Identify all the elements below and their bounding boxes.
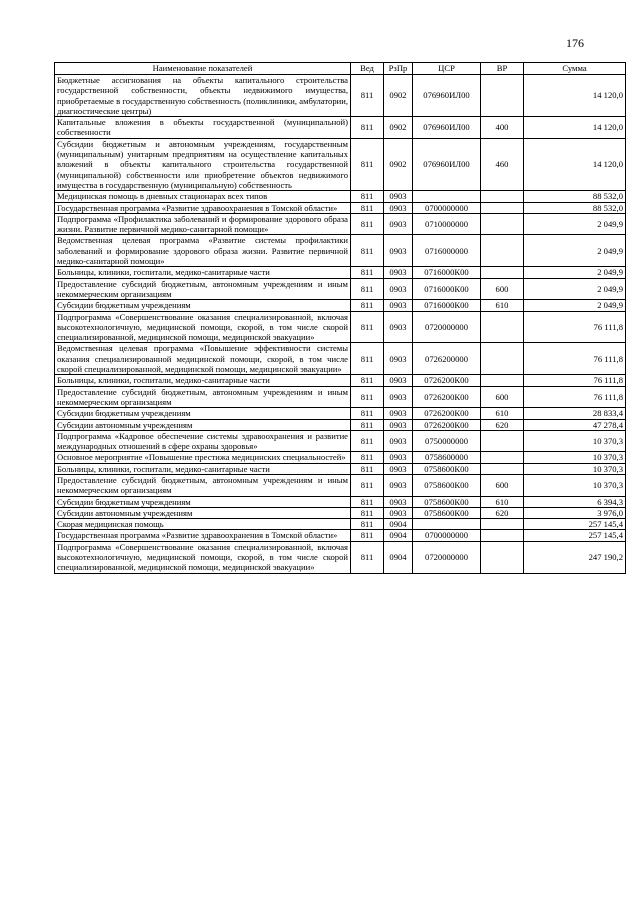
cell-rzpr: 0902 [384,138,413,190]
cell-ved: 811 [351,278,384,300]
header-vr: ВР [481,63,524,75]
cell-vr: 610 [481,408,524,419]
table-row [55,278,626,300]
cell-csr: 0716000К00 [413,278,481,300]
cell-rzpr: 0903 [384,202,413,213]
cell-rzpr: 0903 [384,430,413,452]
table-row [55,463,626,474]
cell-rzpr: 0903 [384,278,413,300]
header-rzpr: РзПр [384,63,413,75]
cell-vr [481,463,524,474]
cell-vr [481,452,524,463]
cell-sum: 28 833,4 [524,408,626,419]
cell-sum: 2 049,9 [524,278,626,300]
cell-ved: 811 [351,474,384,496]
table-row [55,191,626,202]
cell-csr: 0758600К00 [413,474,481,496]
cell-name: Медицинская помощь в дневных стационарах всех типов [55,191,351,202]
cell-sum: 10 370,3 [524,474,626,496]
cell-csr: 0750000000 [413,430,481,452]
cell-csr: 076960ИЛ00 [413,117,481,139]
cell-rzpr: 0903 [384,311,413,343]
cell-name: Субсидии автономным учреждениям [55,507,351,518]
cell-name: Предоставление субсидий бюджетным, автономным учреждениям и иным некоммерческим организациям [55,278,351,300]
cell-name: Субсидии бюджетным учреждениям [55,496,351,507]
table-row [55,430,626,452]
table-row [55,386,626,408]
cell-vr: 460 [481,138,524,190]
cell-ved: 811 [351,541,384,573]
cell-ved: 811 [351,496,384,507]
cell-csr: 076960ИЛ00 [413,75,481,117]
cell-rzpr: 0904 [384,541,413,573]
cell-sum: 76 111,8 [524,386,626,408]
cell-csr: 0726200К00 [413,375,481,386]
cell-name: Субсидии бюджетным и автономным учреждениям, государственным (муниципальным) унитарным предприятиям на осуществление капитальных вложений в объекты капитального строительства государственной (муниципальной) собственности или приобретение объектов недвижимого имущества в государственную (муниципальную) собственность [55,138,351,190]
cell-ved: 811 [351,408,384,419]
cell-ved: 811 [351,530,384,541]
table-row [55,474,626,496]
cell-vr [481,541,524,573]
table-row [55,530,626,541]
table-row [55,375,626,386]
cell-csr: 0700000000 [413,202,481,213]
cell-sum: 10 370,3 [524,463,626,474]
cell-ved: 811 [351,507,384,518]
cell-sum: 2 049,9 [524,235,626,267]
cell-csr: 0726200К00 [413,386,481,408]
cell-rzpr: 0903 [384,408,413,419]
table-row [55,235,626,267]
cell-rzpr: 0904 [384,519,413,530]
cell-csr: 0700000000 [413,530,481,541]
cell-name: Скорая медицинская помощь [55,519,351,530]
cell-name: Государственная программа «Развитие здравоохранения в Томской области» [55,202,351,213]
header-ved: Вед [351,63,384,75]
cell-name: Подпрограмма «Профилактика заболеваний и формирование здорового образа жизни. Развитие первичной медико-санитарной помощи» [55,213,351,235]
cell-name: Подпрограмма «Кадровое обеспечение системы здравоохранения и развитие международных отношений в сфере охраны здоровья» [55,430,351,452]
cell-vr: 610 [481,300,524,311]
cell-name: Государственная программа «Развитие здравоохранения в Томской области» [55,530,351,541]
table-row [55,419,626,430]
cell-rzpr: 0903 [384,507,413,518]
cell-vr [481,375,524,386]
cell-ved: 811 [351,375,384,386]
cell-csr [413,519,481,530]
table-row [55,213,626,235]
cell-sum: 14 120,0 [524,75,626,117]
cell-name: Бюджетные ассигнования на объекты капитального строительства государственной собственности, объекты недвижимого имущества, приобретаемые в государственную собственность (поликлиники, амбулатории, диагностические центры) [55,75,351,117]
cell-vr: 600 [481,386,524,408]
cell-sum: 76 111,8 [524,343,626,375]
cell-ved: 811 [351,138,384,190]
cell-rzpr: 0902 [384,117,413,139]
cell-name: Подпрограмма «Совершенствование оказания специализированной, включая высокотехнологичную, медицинской помощи, скорой, в том числе скорой специализированной, медицинской помощи, медицинской эвакуации» [55,541,351,573]
cell-csr: 0720000000 [413,541,481,573]
table-header [55,63,626,75]
table-row [55,117,626,139]
cell-vr [481,267,524,278]
table-row [55,496,626,507]
cell-name: Больницы, клиники, госпитали, медико-санитарные части [55,463,351,474]
cell-rzpr: 0903 [384,343,413,375]
cell-ved: 811 [351,202,384,213]
cell-vr: 600 [481,278,524,300]
cell-name: Предоставление субсидий бюджетным, автономным учреждениям и иным некоммерческим организациям [55,474,351,496]
cell-vr [481,530,524,541]
cell-rzpr: 0903 [384,474,413,496]
cell-csr: 076960ИЛ00 [413,138,481,190]
cell-vr [481,191,524,202]
cell-sum: 257 145,4 [524,530,626,541]
cell-ved: 811 [351,343,384,375]
cell-sum: 2 049,9 [524,213,626,235]
cell-vr [481,75,524,117]
cell-name: Субсидии бюджетным учреждениям [55,300,351,311]
cell-vr [481,430,524,452]
cell-ved: 811 [351,452,384,463]
cell-vr [481,519,524,530]
cell-ved: 811 [351,117,384,139]
cell-csr: 0716000К00 [413,267,481,278]
cell-rzpr: 0903 [384,213,413,235]
table-row [55,202,626,213]
cell-csr: 0758600К00 [413,463,481,474]
cell-sum: 257 145,4 [524,519,626,530]
cell-ved: 811 [351,386,384,408]
cell-name: Основное мероприятие «Повышение престижа медицинских специальностей» [55,452,351,463]
cell-rzpr: 0903 [384,235,413,267]
cell-csr: 0716000000 [413,235,481,267]
cell-csr: 0758600000 [413,452,481,463]
cell-sum: 14 120,0 [524,117,626,139]
cell-rzpr: 0903 [384,267,413,278]
cell-ved: 811 [351,519,384,530]
table-body [55,75,626,574]
cell-name: Подпрограмма «Совершенствование оказания специализированной, включая высокотехнологичную, медицинской помощи, скорой, в том числе скорой специализированной, медицинской помощи, медицинской эвакуации» [55,311,351,343]
cell-ved: 811 [351,430,384,452]
cell-ved: 811 [351,191,384,202]
cell-vr [481,235,524,267]
header-name: Наименование показателей [55,63,351,75]
cell-name: Больницы, клиники, госпитали, медико-санитарные части [55,375,351,386]
cell-ved: 811 [351,267,384,278]
cell-name: Предоставление субсидий бюджетным, автономным учреждениям и иным некоммерческим организациям [55,386,351,408]
cell-sum: 10 370,3 [524,452,626,463]
cell-vr: 400 [481,117,524,139]
cell-rzpr: 0903 [384,463,413,474]
cell-vr [481,202,524,213]
cell-rzpr: 0903 [384,300,413,311]
cell-sum: 88 532,0 [524,191,626,202]
cell-ved: 811 [351,300,384,311]
cell-rzpr: 0903 [384,386,413,408]
cell-ved: 811 [351,311,384,343]
cell-ved: 811 [351,463,384,474]
cell-csr: 0726200К00 [413,408,481,419]
cell-name: Больницы, клиники, госпитали, медико-санитарные части [55,267,351,278]
table-row [55,267,626,278]
cell-sum: 76 111,8 [524,311,626,343]
cell-rzpr: 0903 [384,452,413,463]
cell-csr: 0720000000 [413,311,481,343]
cell-sum: 14 120,0 [524,138,626,190]
table-row [55,541,626,573]
cell-csr: 0710000000 [413,213,481,235]
cell-name: Ведомственная целевая программа «Повышение эффективности системы оказания специализированной медицинской помощи, скорой, в том числе скорой специализированной, медицинской помощи, медицинской эвакуации» [55,343,351,375]
cell-name: Субсидии бюджетным учреждениям [55,408,351,419]
cell-vr [481,343,524,375]
cell-sum: 76 111,8 [524,375,626,386]
header-csr: ЦСР [413,63,481,75]
cell-sum: 2 049,9 [524,300,626,311]
cell-vr: 610 [481,496,524,507]
header-row [55,63,626,75]
cell-rzpr: 0903 [384,496,413,507]
cell-vr: 620 [481,507,524,518]
cell-sum: 88 532,0 [524,202,626,213]
cell-sum: 247 190,2 [524,541,626,573]
cell-rzpr: 0902 [384,75,413,117]
table-row [55,300,626,311]
table-row [55,311,626,343]
cell-ved: 811 [351,213,384,235]
table-row [55,507,626,518]
table-row [55,343,626,375]
cell-rzpr: 0903 [384,191,413,202]
table-row [55,138,626,190]
cell-name: Капитальные вложения в объекты государственной (муниципальной) собственности [55,117,351,139]
cell-sum: 6 394,3 [524,496,626,507]
budget-table [54,62,626,574]
cell-ved: 811 [351,235,384,267]
table-row [55,519,626,530]
cell-sum: 47 278,4 [524,419,626,430]
page-number: 176 [566,36,584,50]
table-row [55,75,626,117]
cell-vr: 600 [481,474,524,496]
cell-rzpr: 0904 [384,530,413,541]
table-row [55,452,626,463]
cell-csr [413,191,481,202]
cell-csr: 0758600К00 [413,496,481,507]
cell-vr [481,311,524,343]
cell-sum: 2 049,9 [524,267,626,278]
cell-name: Субсидии автономным учреждениям [55,419,351,430]
cell-rzpr: 0903 [384,419,413,430]
cell-rzpr: 0903 [384,375,413,386]
cell-csr: 0716000К00 [413,300,481,311]
cell-sum: 3 976,0 [524,507,626,518]
cell-csr: 0726200000 [413,343,481,375]
cell-csr: 0758600К00 [413,507,481,518]
cell-name: Ведомственная целевая программа «Развитие системы профилактики заболеваний и формирование здорового образа жизни. Развитие первичной медико-санитарной помощи» [55,235,351,267]
header-sum: Сумма [524,63,626,75]
cell-ved: 811 [351,419,384,430]
cell-vr: 620 [481,419,524,430]
table-row [55,408,626,419]
cell-sum: 10 370,3 [524,430,626,452]
cell-vr [481,213,524,235]
cell-csr: 0726200К00 [413,419,481,430]
cell-ved: 811 [351,75,384,117]
